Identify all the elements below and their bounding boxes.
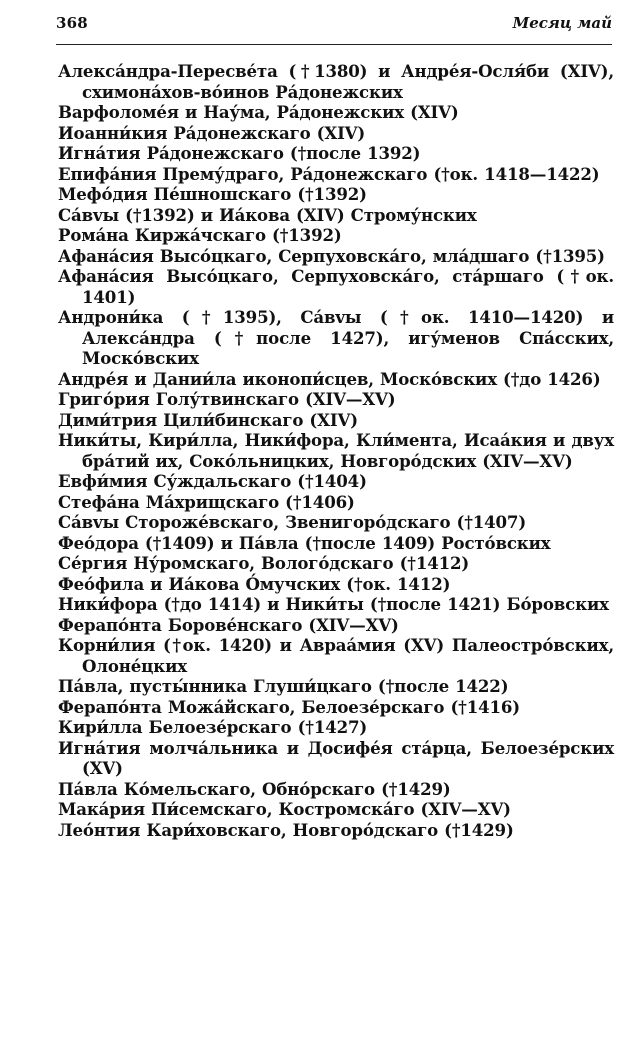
saints-list: [58, 61, 614, 840]
list-item: Андре́я и Дании́ла иконопи́сцев, Моско́вских (†до 1426): [58, 368, 601, 389]
list-item: Алекса́ндра-Пересве́та (†1380) и Андре́я-Осля́би (XIV), схимона́хов-во́инов Ра́донежских: [58, 61, 614, 102]
list-item: Варфоломе́я и Нау́ма, Ра́донежских (XIV): [58, 102, 459, 122]
list-item: Игна́тия молча́льника и Досифе́я ста́рца, Белоезе́рских (XV): [58, 737, 614, 778]
list-item: Стефа́на Ма́хрищскаго (†1406): [58, 491, 355, 512]
list-item: Лео́нтия Кари́ховскаго, Новгоро́дскаго (†1429): [58, 819, 514, 840]
running-title: Месяц май: [512, 14, 612, 32]
list-item: Па́вла Ко́мельскаго, Обно́рскаго (†1429): [58, 778, 451, 799]
list-item: Мака́рия Пи́семскаго, Костромска́го (XIV—XV): [58, 799, 511, 819]
list-item: Афана́сия Высо́цкаго, Серпуховска́го, мла́дшаго (†1395): [58, 245, 605, 266]
list-item: Афана́сия Высо́цкаго, Серпуховска́го, ста́ршаго (†ок. 1401): [58, 266, 614, 307]
list-item: Па́вла, пусты́нника Глуши́цкаго (†после 1422): [58, 676, 509, 696]
list-item: Дими́трия Цили́бинскаго (XIV): [58, 409, 358, 430]
list-item: Са́вvы Стороже́вскаго, Звенигоро́дскаго (†1407): [58, 512, 527, 532]
list-item: Рома́на Киржа́чскаго (†1392): [58, 225, 342, 245]
list-item: Ники́фора (†до 1414) и Ники́ты (†после 1421) Бо́ровских: [58, 594, 609, 614]
page-header: [56, 14, 612, 36]
list-item: Ферапо́нта Борове́нскаго (XIV—XV): [58, 614, 399, 635]
list-item: Игна́тия Ра́донежскаго (†после 1392): [58, 143, 421, 163]
list-item: Корни́лия (†ок. 1420) и Авраа́мия (XV) Палеостро́вских, Олоне́цких: [58, 635, 614, 676]
list-item: Са́вvы (†1392) и Иа́кова (XIV) Строму́нских: [58, 204, 477, 225]
list-item: Се́ргия Ну́ромскаго, Волого́дскаго (†1412): [58, 553, 470, 573]
page-number: 368: [56, 14, 88, 32]
list-item: Ферапо́нта Можа́йскаго, Белоезе́рскаго (†1416): [58, 696, 520, 717]
list-item: Мефо́дия Пе́шношскаго (†1392): [58, 184, 367, 204]
header-divider: [56, 44, 612, 45]
list-item: Епифа́ния Прему́драго, Ра́донежскаго (†ок. 1418—1422): [58, 163, 600, 184]
list-item: Андрони́ка (†1395), Са́вvы (†ок. 1410—1420) и Алекса́ндра (†после 1427), игу́менов Спа́сских, Моско́вских: [58, 307, 614, 368]
list-item: Фео́дора (†1409) и Па́вла (†после 1409) Росто́вских: [58, 532, 551, 553]
list-item: Григо́рия Голу́твинскаго (XIV—XV): [58, 389, 396, 409]
list-item: Кири́лла Белоезе́рскаго (†1427): [58, 717, 368, 737]
list-item: Ники́ты, Кири́лла, Ники́фора, Кли́мента, Исаа́кия и двух бра́тий их, Соко́льницких, Новгоро́дских (XIV—XV): [58, 430, 614, 471]
list-item: Иоанни́кия Ра́донежскаго (XIV): [58, 122, 366, 143]
list-item: Фео́фила и Иа́кова О́мучских (†ок. 1412): [58, 573, 451, 594]
list-item: Евфи́мия Су́ждальскаго (†1404): [58, 471, 367, 491]
